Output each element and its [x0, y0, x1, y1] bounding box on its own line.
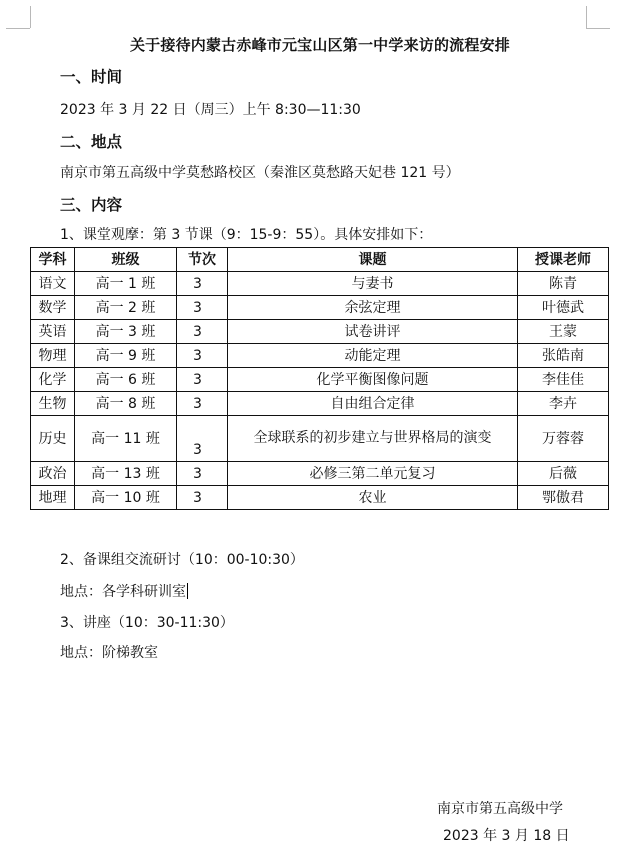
- cell-subject[interactable]: 化学: [31, 368, 75, 392]
- cell-period[interactable]: 3: [177, 272, 228, 296]
- cell-topic[interactable]: 全球联系的初步建立与世界格局的演变: [228, 416, 518, 462]
- header-topic[interactable]: 课题: [228, 248, 518, 272]
- cell-class[interactable]: 高一 13 班: [75, 462, 177, 486]
- header-teacher[interactable]: 授课老师: [518, 248, 609, 272]
- section-heading-time[interactable]: 一、时间: [60, 68, 123, 86]
- section-heading-content[interactable]: 三、内容: [60, 196, 123, 214]
- table-row: [31, 320, 609, 344]
- cell-subject[interactable]: 英语: [31, 320, 75, 344]
- cell-period[interactable]: 3: [177, 486, 228, 510]
- cell-class[interactable]: 高一 8 班: [75, 392, 177, 416]
- cell-topic[interactable]: 化学平衡图像问题: [228, 368, 518, 392]
- signature-org[interactable]: 南京市第五高级中学: [437, 801, 563, 817]
- table-row: [31, 462, 609, 486]
- cell-teacher[interactable]: 王蒙: [518, 320, 609, 344]
- cell-topic[interactable]: 试卷讲评: [228, 320, 518, 344]
- table-row: [31, 368, 609, 392]
- cell-class[interactable]: 高一 2 班: [75, 296, 177, 320]
- header-period[interactable]: 节次: [177, 248, 228, 272]
- document-title[interactable]: 关于接待内蒙古赤峰市元宝山区第一中学来访的流程安排: [129, 36, 510, 54]
- table-row: [31, 344, 609, 368]
- cell-subject[interactable]: 地理: [31, 486, 75, 510]
- margin-mark-top-left-vertical: [30, 6, 31, 28]
- table-header-row: [31, 248, 609, 272]
- table-row: [31, 416, 609, 462]
- margin-mark-top-left: [6, 28, 30, 29]
- cell-class[interactable]: 高一 9 班: [75, 344, 177, 368]
- schedule-table: [30, 247, 609, 510]
- cell-subject[interactable]: 语文: [31, 272, 75, 296]
- cell-class[interactable]: 高一 10 班: [75, 486, 177, 510]
- signature-date[interactable]: 2023 年 3 月 18 日: [443, 828, 570, 844]
- table-row: [31, 272, 609, 296]
- cell-topic[interactable]: 自由组合定律: [228, 392, 518, 416]
- cell-topic[interactable]: 农业: [228, 486, 518, 510]
- cell-subject[interactable]: 历史: [31, 416, 75, 462]
- table-row: [31, 392, 609, 416]
- lesson-prep-location-text[interactable]: 地点：各学科研训室: [60, 584, 186, 600]
- cell-period[interactable]: 3: [177, 344, 228, 368]
- margin-mark-top-right-vertical: [586, 6, 587, 28]
- cell-topic[interactable]: 余弦定理: [228, 296, 518, 320]
- text-cursor: [187, 583, 188, 599]
- cell-period[interactable]: 3: [177, 416, 228, 462]
- cell-teacher[interactable]: 陈青: [518, 272, 609, 296]
- time-text[interactable]: 2023 年 3 月 22 日（周三）上午 8:30—11:30: [60, 102, 361, 118]
- cell-class[interactable]: 高一 3 班: [75, 320, 177, 344]
- cell-topic[interactable]: 与妻书: [228, 272, 518, 296]
- cell-period[interactable]: 3: [177, 392, 228, 416]
- cell-period[interactable]: 3: [177, 368, 228, 392]
- cell-period[interactable]: 3: [177, 320, 228, 344]
- margin-mark-top-right: [586, 28, 610, 29]
- lecture-text[interactable]: 3、讲座（10：30-11:30）: [60, 615, 234, 631]
- cell-subject[interactable]: 生物: [31, 392, 75, 416]
- cell-subject[interactable]: 物理: [31, 344, 75, 368]
- table-row: [31, 486, 609, 510]
- cell-class[interactable]: 高一 6 班: [75, 368, 177, 392]
- lesson-prep-location-line[interactable]: [60, 581, 188, 601]
- cell-teacher[interactable]: 鄂傲君: [518, 486, 609, 510]
- lecture-location-text[interactable]: 地点：阶梯教室: [60, 645, 158, 661]
- cell-teacher[interactable]: 叶德武: [518, 296, 609, 320]
- cell-period[interactable]: 3: [177, 296, 228, 320]
- cell-teacher[interactable]: 李佳佳: [518, 368, 609, 392]
- location-text[interactable]: 南京市第五高级中学莫愁路校区（秦淮区莫愁路天妃巷 121 号）: [60, 165, 460, 181]
- class-observation-text[interactable]: 1、课堂观摩：第 3 节课（9：15-9：55）。具体安排如下：: [60, 227, 433, 243]
- table-row: [31, 296, 609, 320]
- cell-period[interactable]: 3: [177, 462, 228, 486]
- cell-subject[interactable]: 政治: [31, 462, 75, 486]
- header-class[interactable]: 班级: [75, 248, 177, 272]
- cell-teacher[interactable]: 李卉: [518, 392, 609, 416]
- cell-subject[interactable]: 数学: [31, 296, 75, 320]
- cell-class[interactable]: 高一 11 班: [75, 416, 177, 462]
- cell-class[interactable]: 高一 1 班: [75, 272, 177, 296]
- cell-teacher[interactable]: 后薇: [518, 462, 609, 486]
- section-heading-location[interactable]: 二、地点: [60, 133, 123, 151]
- cell-topic[interactable]: 必修三第二单元复习: [228, 462, 518, 486]
- cell-teacher[interactable]: 万蓉蓉: [518, 416, 609, 462]
- cell-topic[interactable]: 动能定理: [228, 344, 518, 368]
- header-subject[interactable]: 学科: [31, 248, 75, 272]
- cell-teacher[interactable]: 张皓南: [518, 344, 609, 368]
- lesson-prep-text[interactable]: 2、备课组交流研讨（10：00-10:30）: [60, 552, 304, 568]
